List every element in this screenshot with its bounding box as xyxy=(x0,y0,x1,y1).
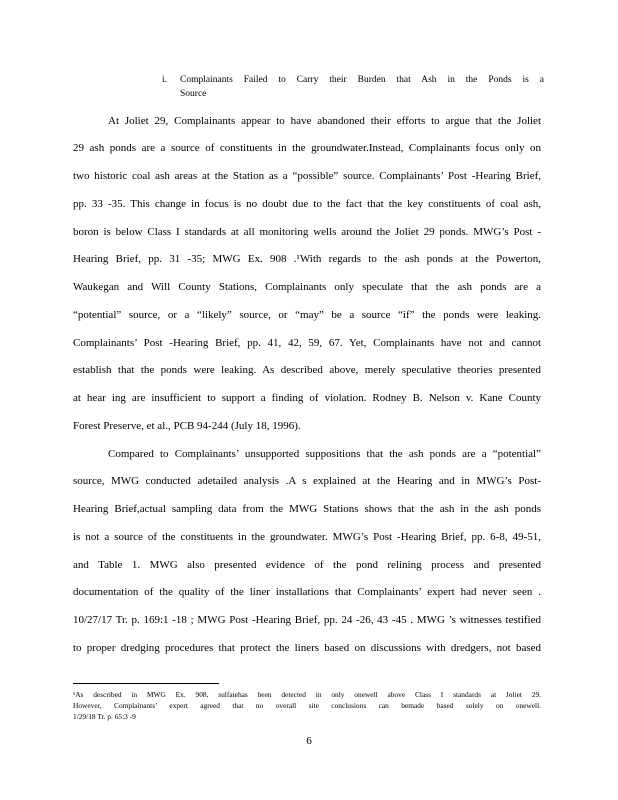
text-line: source, MWG conducted adetailed analysis .A s explained at the Hearing and in MWG’s Post- xyxy=(73,475,541,487)
page-number: 6 xyxy=(306,735,312,747)
text-line: Hearing Brief, pp. 31 -35; MWG Ex. 908 .¹With regards to the ash ponds at the Powerton, xyxy=(73,253,541,265)
heading-number: i. xyxy=(162,75,168,85)
heading-text-continued: Source xyxy=(180,89,207,99)
text-line: pp. 33 -35. This change in focus is no doubt due to the fact that the key constituents of coal ash, xyxy=(73,198,541,210)
footnote-line: 1/29/18 Tr. p. 65:3 -9 xyxy=(73,712,136,721)
text-line: two historic coal ash areas at the Station as a “possible” source. Complainants’ Post -Hearing Brief, xyxy=(73,170,541,182)
text-line: 29 ash ponds are a source of constituents in the groundwater.Instead, Complainants focus only on xyxy=(73,142,541,154)
text-line: is not a source of the constituents in the groundwater. MWG’s Post -Hearing Brief, pp. 6-8, 49-51, xyxy=(73,531,541,543)
footnote-separator xyxy=(73,683,219,684)
text-line: Waukegan and Will County Stations, Complainants only speculate that the ash ponds are a xyxy=(73,281,541,293)
text-line: At Joliet 29, Complainants appear to have abandoned their efforts to argue that the Joliet xyxy=(108,115,541,127)
heading-text: Complainants Failed to Carry their Burden that Ash in the Ponds is a xyxy=(180,75,544,85)
text-line: Complainants’ Post -Hearing Brief, pp. 41, 42, 59, 67. Yet, Complainants have not and cannot xyxy=(73,337,541,349)
text-line: at hear ing are insufficient to support a finding of violation. Rodney B. Nelson v. Kane County xyxy=(73,392,541,404)
text-line: documentation of the quality of the liner installations that Complainants’ expert had never seen . xyxy=(73,586,541,598)
text-line: Compared to Complainants’ unsupported suppositions that the ash ponds are a “potential” xyxy=(108,448,541,460)
text-line: Forest Preserve, et al., PCB 94-244 (July 18, 1996). xyxy=(73,420,301,432)
footnote-line: However, Complainants’ expert agreed that no overall site conclusions can bemade based solely on onewell. xyxy=(73,701,541,710)
text-line: establish that the ponds were leaking. As described above, merely speculative theories presented xyxy=(73,364,541,376)
footnote-line: ¹As described in MWG Ex. 908, sulfatehas been detected in only onewell above Class I standards at Joliet 29. xyxy=(73,690,541,699)
text-line: 10/27/17 Tr. p. 169:1 -18 ; MWG Post -Hearing Brief, pp. 24 -26, 43 -45 . MWG ’s witnesses testified xyxy=(73,614,541,626)
text-line: “potential” source, or a “likely” source, or “may” be a source “if” the ponds were leaking. xyxy=(73,309,541,321)
text-line: and Table 1. MWG also presented evidence of the pond relining process and presented xyxy=(73,559,541,571)
text-line: Hearing Brief,actual sampling data from the MWG Stations shows that the ash in the ash ponds xyxy=(73,503,541,515)
text-line: boron is below Class I standards at all monitoring wells around the Joliet 29 ponds. MWG’s Post - xyxy=(73,226,541,238)
text-line: to proper dredging procedures that protect the liners based on discussions with dredgers, not based xyxy=(73,642,541,654)
